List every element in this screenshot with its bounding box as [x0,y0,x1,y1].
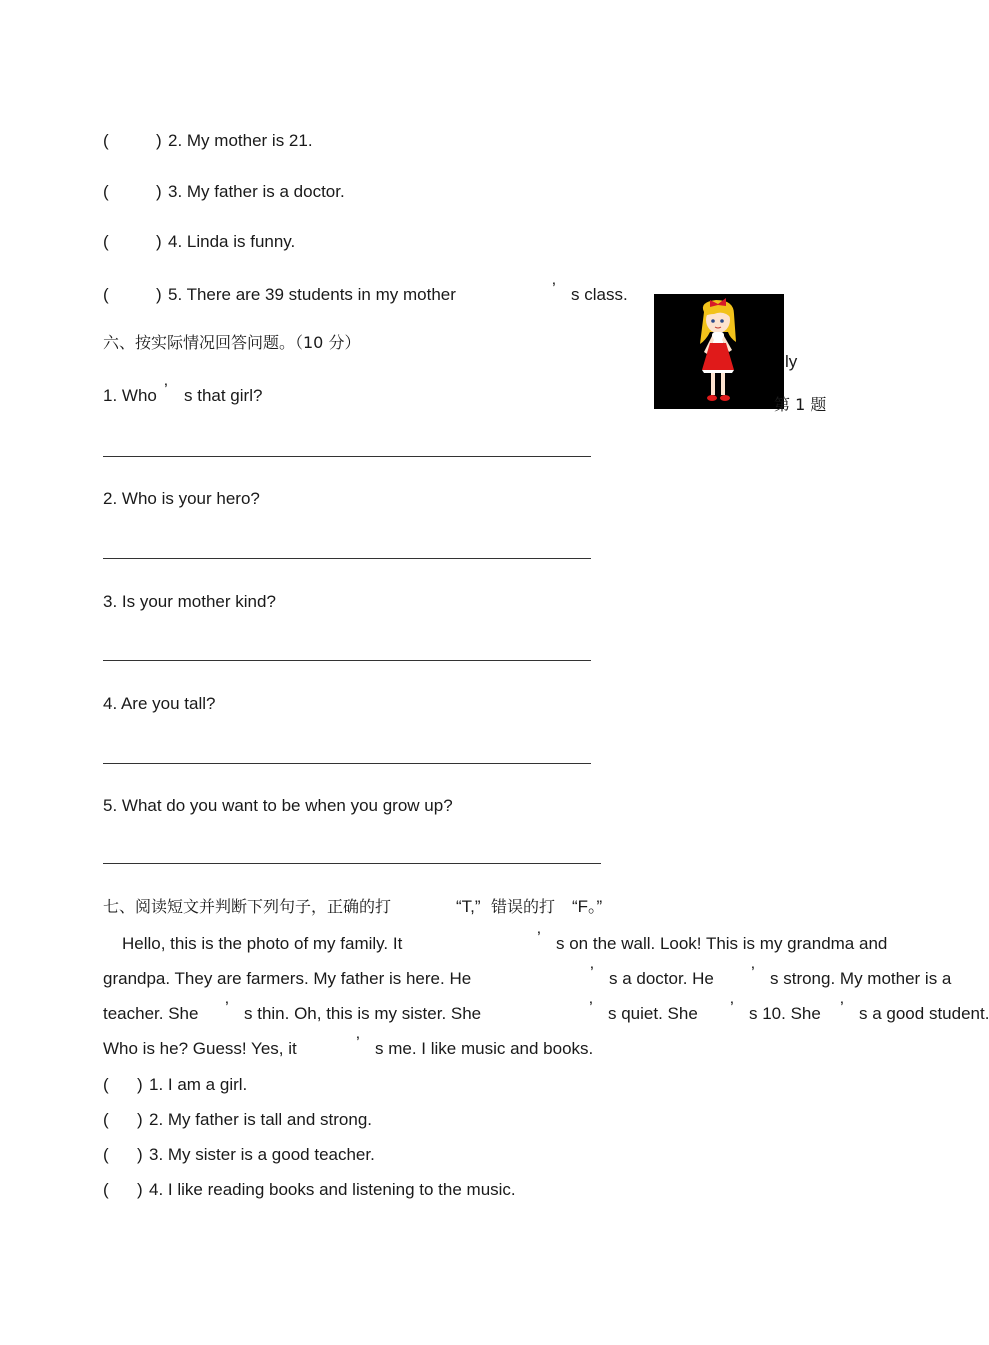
passage-text: s a doctor. He [609,969,714,988]
apostrophe: ’ [537,928,541,947]
passage-text: Who is he? Guess! Yes, it [103,1039,297,1058]
answer-line[interactable] [103,763,591,764]
answer-line[interactable] [103,863,601,864]
question-text: 2. Who is your hero? [103,489,260,508]
answer-paren-close: ) [156,232,162,251]
answer-paren-close: ) [137,1180,143,1199]
statement-text: 4. Linda is funny. [168,232,296,251]
statement-text: 2. My father is tall and strong. [149,1110,372,1129]
passage-text: s me. I like music and books. [375,1039,594,1058]
passage-text: grandpa. They are farmers. My father is here. He [103,969,472,988]
answer-paren-open: ( [103,1075,109,1094]
apostrophe: ’ [225,998,229,1017]
answer-paren-close: ) [137,1145,143,1164]
answer-line[interactable] [103,456,591,457]
apostrophe: ’ [730,998,734,1017]
question-text: 3. Is your mother kind? [103,592,276,611]
statement-text: 4. I like reading books and listening to the music. [149,1180,516,1199]
question-text: 1. Who [103,386,157,405]
girl-illustration [654,294,784,409]
question-text: 5. What do you want to be when you grow up? [103,796,453,815]
statement-text: 5. There are 39 students in my mother [168,285,456,304]
statement-text: 1. I am a girl. [149,1075,248,1094]
section-7-heading-f: “F。” [572,897,603,916]
answer-paren-open: ( [103,1145,109,1164]
question-text: 4. Are you tall? [103,694,216,713]
statement-text: 3. My father is a doctor. [168,182,345,201]
answer-line[interactable] [103,660,591,661]
passage-text: s on the wall. Look! This is my grandma and [556,934,888,953]
answer-paren-close: ) [156,285,162,304]
answer-paren-open: ( [103,1110,109,1129]
answer-paren-open: ( [103,232,109,251]
passage-text: Hello, this is the photo of my family. It [122,934,403,953]
side-fragment: ly [785,352,798,371]
passage-text: s a good student. [859,1004,989,1023]
passage-text: s strong. My mother is a [770,969,952,988]
section-7-heading-t: “T,” [456,897,481,916]
section-6-heading: 六、按实际情况回答问题。（10 分） [103,333,361,352]
passage-text: s 10. She [749,1004,821,1023]
answer-paren-open: ( [103,285,109,304]
statement-text-tail: s class. [571,285,628,304]
answer-paren-open: ( [103,131,109,150]
answer-paren-open: ( [103,1180,109,1199]
cartoon-girl-icon [654,294,784,409]
answer-paren-close: ) [137,1075,143,1094]
answer-line[interactable] [103,558,591,559]
apostrophe: ’ [840,998,844,1017]
section-7-heading: 七、阅读短文并判断下列句子，正确的打 [103,897,392,916]
statement-text: 2. My mother is 21. [168,131,313,150]
apostrophe: ’ [164,380,168,399]
passage-text: teacher. She [103,1004,199,1023]
question-number-label: 第 1 题 [774,395,827,414]
passage-text: s thin. Oh, this is my sister. She [244,1004,482,1023]
question-text-tail: s that girl? [184,386,263,405]
answer-paren-close: ) [156,182,162,201]
answer-paren-close: ) [156,131,162,150]
passage-text: s quiet. She [608,1004,698,1023]
apostrophe: ’ [590,963,594,982]
apostrophe: ’ [552,279,556,298]
answer-paren-close: ) [137,1110,143,1129]
apostrophe: ’ [589,998,593,1017]
section-7-heading-mid: 错误的打 [491,897,556,916]
statement-text: 3. My sister is a good teacher. [149,1145,375,1164]
answer-paren-open: ( [103,182,109,201]
apostrophe: ’ [751,963,755,982]
apostrophe: ’ [356,1033,360,1052]
